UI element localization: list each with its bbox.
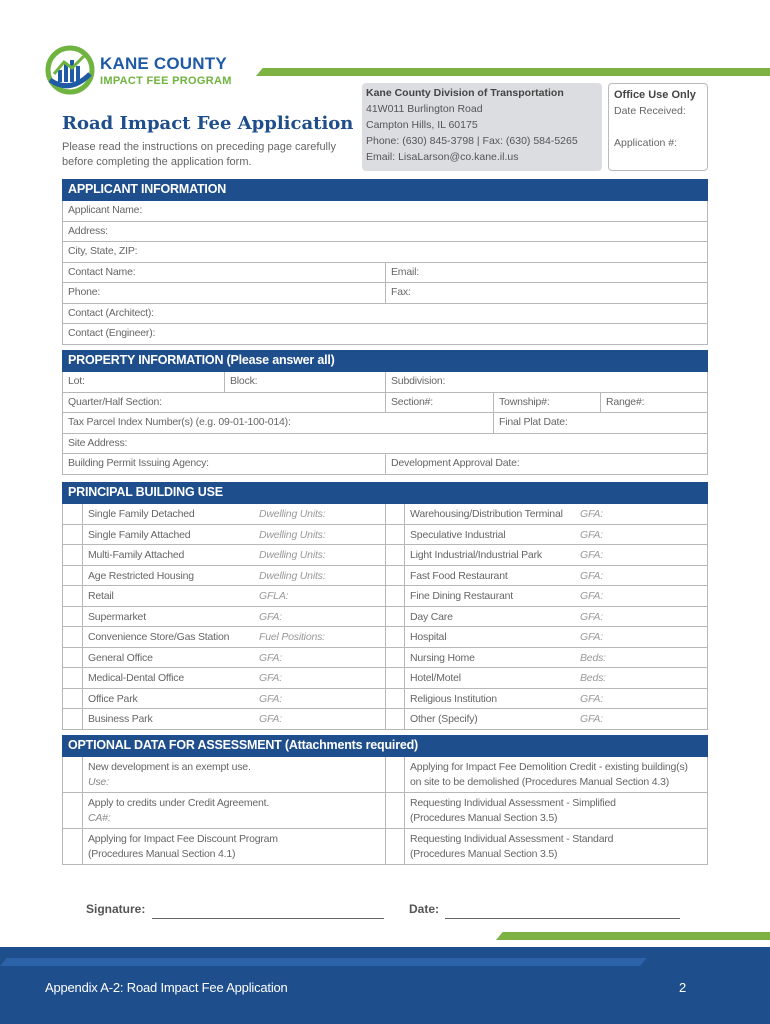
optional-left-text: Applying for Impact Fee Discount Program [88,833,278,845]
signature-line[interactable] [152,918,384,919]
final-plat-label[interactable]: Final Plat Date: [493,413,573,433]
checkbox-left[interactable] [63,829,83,864]
division-address: 41W011 Burlington Road [366,103,483,115]
tax-parcel-label[interactable]: Tax Parcel Index Number(s) (e.g. 09-01-100-014): [68,416,291,428]
unit-label-left[interactable]: Dwelling Units: [259,528,326,541]
date-line[interactable] [445,918,680,919]
division-city: Campton Hills, IL 60175 [366,119,478,131]
unit-label-right[interactable]: Beds: [580,651,606,664]
checkbox-left[interactable] [63,525,83,545]
optional-table [62,757,708,865]
unit-label-right[interactable]: GFA: [580,528,603,541]
optional-right-text: Requesting Individual Assessment - Simplified [410,797,616,809]
checkbox-left[interactable] [63,757,83,792]
address-label: Address: [68,224,108,237]
unit-label-left[interactable]: Dwelling Units: [259,569,326,582]
office-use-box [608,83,708,171]
optional-right-text: Requesting Individual Assessment - Standard [410,833,614,845]
contact-name-label[interactable]: Contact Name: [68,265,136,278]
applicant-name-row[interactable] [63,201,707,222]
checkbox-right[interactable] [385,545,405,565]
optional-left-cell [83,757,385,792]
optional-left-cell [83,829,385,864]
use-label-left: Retail [88,590,114,602]
use-label-left: Medical-Dental Office [88,672,184,684]
site-address-row[interactable] [63,434,707,455]
contact-email-row [63,263,707,284]
applicant-section-heading: APPLICANT INFORMATION [62,179,708,201]
optional-left-sub: (Procedures Manual Section 4.1) [88,848,236,860]
checkbox-right[interactable] [385,709,405,729]
use-label-right: Nursing Home [410,651,475,664]
building-use-row [63,586,707,607]
engineer-label: Contact (Engineer): [68,327,156,339]
checkbox-right[interactable] [385,525,405,545]
logo-name: KANE COUNTY [100,54,227,73]
checkbox-right[interactable] [385,607,405,627]
use-label-right: Hospital [410,631,447,643]
checkbox-right[interactable] [385,757,405,792]
building-use-row [63,566,707,587]
checkbox-right[interactable] [385,829,405,864]
use-label-left: General Office [88,651,153,664]
permit-row [63,454,707,475]
optional-right-cell [405,829,707,864]
date-label: Date: [409,902,440,916]
section-number-label[interactable]: Section#: [385,393,438,413]
unit-label-left[interactable]: Dwelling Units: [259,549,326,561]
building-use-section-heading: PRINCIPAL BUILDING USE [62,482,708,504]
checkbox-right[interactable] [385,504,405,524]
unit-label-left[interactable]: GFA: [259,651,282,664]
footer-stripe [0,958,647,966]
division-phone: Phone: (630) 845-3798 | Fax: (630) 584-5265 [366,135,578,147]
optional-row [63,829,707,865]
address-row[interactable] [63,222,707,243]
unit-label-right[interactable]: GFA: [580,590,603,602]
building-use-table [62,504,708,730]
use-label-right: Other (Specify) [410,713,478,725]
building-use-row [63,668,707,689]
unit-label-right[interactable]: GFA: [580,610,603,623]
use-label-right: Speculative Industrial [410,528,506,541]
building-use-row [63,525,707,546]
division-contact-box [362,83,602,171]
unit-label-right[interactable]: GFA: [580,549,603,561]
unit-label-left[interactable]: GFA: [259,672,282,684]
use-label-right: Warehousing/Distribution Terminal [410,508,563,520]
fax-label[interactable]: Fax: [385,283,416,303]
checkbox-left[interactable] [63,627,83,647]
site-address-label: Site Address: [68,436,128,449]
block-label[interactable]: Block: [224,372,262,392]
kane-county-logo [44,44,244,100]
lot-row [63,372,707,393]
checkbox-left[interactable] [63,668,83,688]
architect-row[interactable] [63,304,707,325]
city-label: City, State, ZIP: [68,245,138,257]
applicant-name-label: Applicant Name: [68,204,143,216]
division-title: Kane County Division of Transportation [366,87,564,99]
applicant-grid [62,201,708,345]
city-row[interactable] [63,242,707,263]
unit-label-left[interactable]: GFA: [259,692,282,705]
use-label-right: Day Care [410,610,453,623]
unit-label-left[interactable]: GFA: [259,610,282,623]
checkbox-right[interactable] [385,648,405,668]
use-label-left: Age Restricted Housing [88,569,194,582]
use-label-right: Hotel/Motel [410,672,461,684]
optional-left-sub: CA#: [88,812,111,824]
footer-appendix-label: Appendix A-2: Road Impact Fee Application [45,980,288,995]
checkbox-left[interactable] [63,566,83,586]
application-number-label: Application #: [614,137,678,149]
use-label-left: Single Family Attached [88,528,191,541]
optional-left-cell [83,793,385,828]
building-use-row [63,504,707,525]
property-section-heading: PROPERTY INFORMATION (Please answer all) [62,350,708,372]
checkbox-right[interactable] [385,566,405,586]
date-received-label: Date Received: [614,105,686,117]
quarter-section-label[interactable]: Quarter/Half Section: [68,395,162,408]
engineer-row[interactable] [63,324,707,345]
signature-label: Signature: [86,902,146,916]
optional-right-cell [405,793,707,828]
unit-label-right[interactable]: GFA: [580,631,603,643]
property-grid [62,372,708,475]
email-label[interactable]: Email: [385,263,424,283]
use-label-right: Light Industrial/Industrial Park [410,549,542,561]
use-label-right: Religious Institution [410,692,497,705]
checkbox-left[interactable] [63,607,83,627]
permit-agency-label[interactable]: Building Permit Issuing Agency: [68,457,209,469]
logo-subtitle: IMPACT FEE PROGRAM [100,75,232,87]
unit-label-left[interactable]: GFLA: [259,590,289,602]
optional-right-sub: on site to be demolished (Procedures Manual Section 4.3) [410,776,670,788]
checkbox-left[interactable] [63,586,83,606]
unit-label-right[interactable]: GFA: [580,508,603,520]
intro-text: Please read the instructions on preceding page carefully before completing the application form. [62,141,336,168]
use-label-left: Convenience Store/Gas Station [88,631,230,643]
checkbox-right[interactable] [385,668,405,688]
checkbox-left[interactable] [63,689,83,709]
checkbox-left[interactable] [63,793,83,828]
page-number: 2 [679,980,687,995]
checkbox-right[interactable] [385,627,405,647]
unit-label-right[interactable]: GFA: [580,569,603,582]
use-label-left: Supermarket [88,610,146,623]
logo-chart-icon [44,44,96,96]
division-email: Email: LisaLarson@co.kane.il.us [366,151,519,163]
use-label-left: Single Family Detached [88,508,195,520]
use-label-right: Fast Food Restaurant [410,569,508,582]
building-use-row [63,607,707,628]
use-label-left: Office Park [88,692,138,705]
optional-left-sub: Use: [88,776,109,788]
subdivision-label[interactable]: Subdivision: [385,372,450,392]
building-use-row [63,627,707,648]
phone-label[interactable]: Phone: [68,286,101,298]
optional-row [63,757,707,793]
tax-parcel-row [63,413,707,434]
lot-label[interactable]: Lot: [68,375,85,387]
optional-left-text: New development is an exempt use. [88,761,251,773]
use-label-left: Multi-Family Attached [88,549,185,561]
unit-label-left[interactable]: GFA: [259,713,282,725]
architect-label: Contact (Architect): [68,306,154,319]
checkbox-left[interactable] [63,545,83,565]
header-accent-bar [256,68,770,76]
footer-accent-bar [496,932,770,940]
building-use-row [63,689,707,710]
unit-label-left[interactable]: Dwelling Units: [259,508,326,520]
use-label-right: Fine Dining Restaurant [410,590,513,602]
section-row [63,393,707,414]
optional-section-heading: OPTIONAL DATA FOR ASSESSMENT (Attachments required) [62,735,708,757]
office-use-title: Office Use Only [614,89,696,101]
township-label[interactable]: Township#: [493,393,555,413]
optional-right-sub: (Procedures Manual Section 3.5) [410,848,558,860]
unit-label-right[interactable]: GFA: [580,692,603,705]
building-use-row [63,545,707,566]
checkbox-right[interactable] [385,793,405,828]
unit-label-right[interactable]: GFA: [580,713,603,725]
checkbox-left[interactable] [63,504,83,524]
building-use-row [63,709,707,730]
unit-label-left[interactable]: Fuel Positions: [259,631,325,643]
optional-left-text: Apply to credits under Credit Agreement. [88,797,270,809]
checkbox-left[interactable] [63,709,83,729]
building-use-row [63,648,707,669]
optional-right-sub: (Procedures Manual Section 3.5) [410,812,558,824]
unit-label-right[interactable]: Beds: [580,672,606,684]
checkbox-right[interactable] [385,586,405,606]
use-label-left: Business Park [88,713,153,725]
optional-right-text: Applying for Impact Fee Demolition Credit - existing building(s) [410,761,688,773]
page-title: Road Impact Fee Application [62,113,354,134]
dev-approval-label[interactable]: Development Approval Date: [385,454,524,474]
phone-fax-row [63,283,707,304]
optional-right-cell [405,757,707,792]
checkbox-left[interactable] [63,648,83,668]
checkbox-right[interactable] [385,689,405,709]
range-label[interactable]: Range#: [600,393,649,413]
optional-row [63,793,707,829]
